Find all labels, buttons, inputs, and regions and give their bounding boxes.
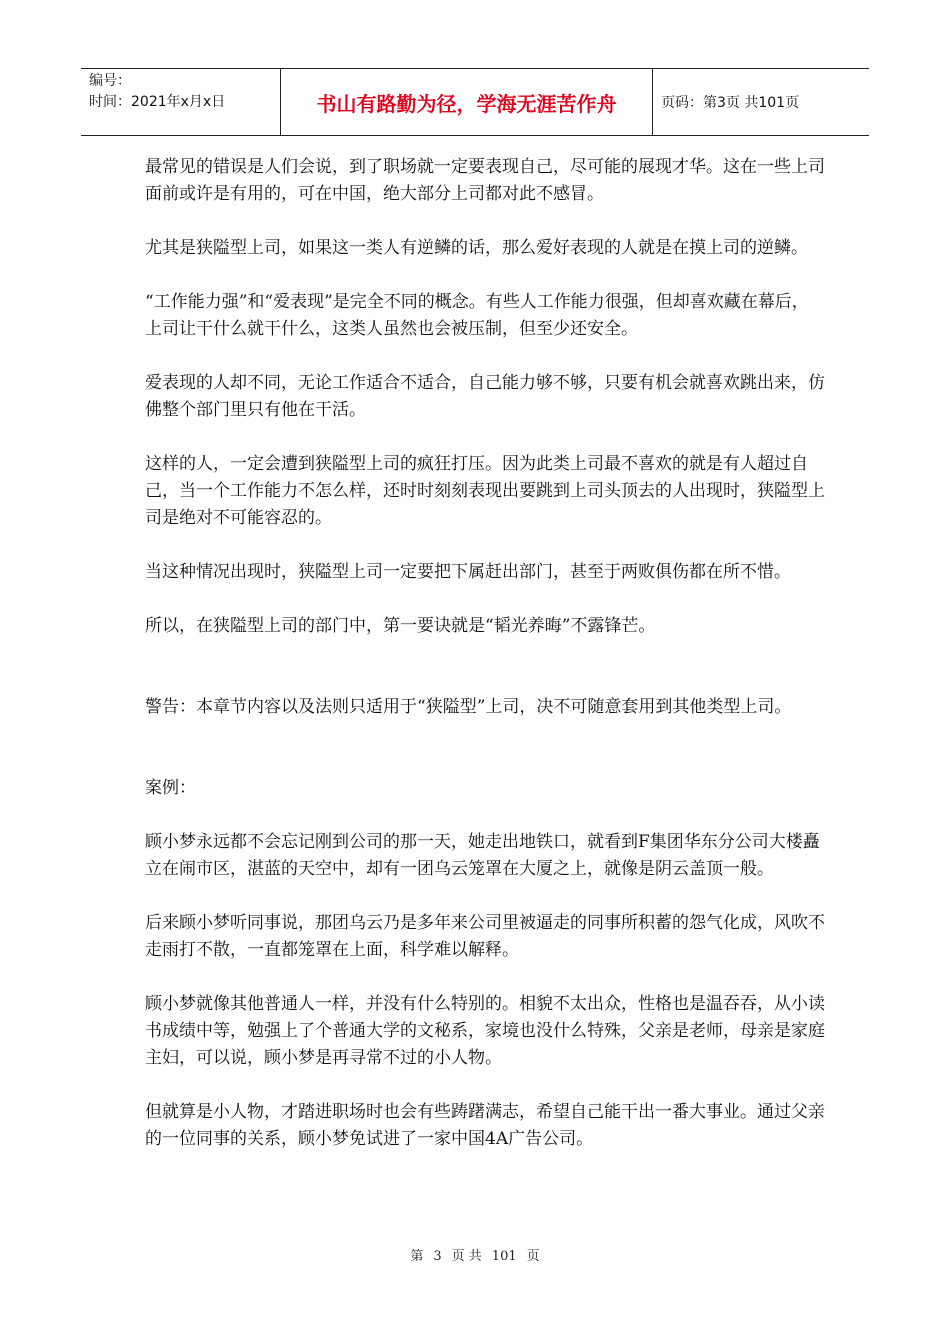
header-meta-cell — [81, 69, 281, 135]
footer-page-number: 3 — [433, 1249, 442, 1264]
case-heading: 案例： — [145, 778, 196, 798]
paragraph: 顾小梦就像其他普通人一样，并没有什么特别的。相貌不太出众，性格也是温吞吞，从小读书成绩中等，勉强上了个普通大学的文秘系，家境也没什么特殊，父亲是老师，母亲是家庭主妇，可以说，顾小梦是再寻常不过的小人物。 — [145, 994, 825, 1068]
page-footer — [0, 1245, 950, 1264]
paragraph: 顾小梦永远都不会忘记刚到公司的那一天，她走出地铁口，就看到F集团华东分公司大楼矗立在闹市区，湛蓝的天空中，却有一团乌云笼罩在大厦之上，就像是阴云盖顶一般。 — [145, 832, 820, 879]
document-number-label: 编号： — [89, 73, 131, 89]
paragraph: 但就算是小人物，才踏进职场时也会有些踌躇满志，希望自己能干出一番大事业。通过父亲的一位同事的关系，顾小梦免试进了一家中国4A广告公司。 — [145, 1102, 825, 1149]
paragraph: “工作能力强”和“爱表现”是完全不同的概念。有些人工作能力很强，但却喜欢藏在幕后，上司让干什么就干什么，这类人虽然也会被压制，但至少还安全。 — [145, 292, 809, 339]
document-date-label: 时间：2021年x月x日 — [89, 94, 226, 110]
footer-mid: 页 共 — [451, 1249, 482, 1264]
footer-total-pages: 101 — [491, 1249, 517, 1264]
page-header — [81, 68, 869, 136]
paragraph: 最常见的错误是人们会说，到了职场就一定要表现自己，尽可能的展现才华。这在一些上司面前或许是有用的，可在中国，绝大部分上司都对此不感冒。 — [145, 157, 825, 204]
footer-prefix: 第 — [410, 1249, 424, 1264]
paragraph: 所以，在狭隘型上司的部门中，第一要诀就是“韬光养晦”不露锋芒。 — [145, 616, 656, 636]
paragraph: 后来顾小梦听同事说，那团乌云乃是多年来公司里被逼走的同事所积蓄的怨气化成，风吹不走雨打不散，一直都笼罩在上面，科学难以解释。 — [145, 913, 825, 960]
warning-paragraph: 警告：本章节内容以及法则只适用于“狭隘型”上司，决不可随意套用到其他类型上司。 — [145, 697, 792, 717]
paragraph: 尤其是狭隘型上司，如果这一类人有逆鳞的话，那么爱好表现的人就是在摸上司的逆鳞。 — [145, 238, 808, 258]
document-body — [145, 154, 825, 1153]
paragraph: 当这种情况出现时，狭隘型上司一定要把下属赶出部门，甚至于两败俱伤都在所不惜。 — [145, 562, 791, 582]
paragraph: 这样的人，一定会遭到狭隘型上司的疯狂打压。因为此类上司最不喜欢的就是有人超过自己，当一个工作能力不怎么样，还时时刻刻表现出要跳到上司头顶去的人出现时，狭隘型上司是绝对不可能容忍的。 — [145, 454, 825, 528]
footer-suffix: 页 — [526, 1249, 540, 1264]
header-page-label: 页码：第3页 共101页 — [661, 95, 800, 111]
paragraph: 爱表现的人却不同，无论工作适合不适合，自己能力够不够，只要有机会就喜欢跳出来，仿佛整个部门里只有他在干活。 — [145, 373, 825, 420]
header-motto: 书山有路勤为径，学海无涯苦作舟 — [281, 69, 653, 135]
